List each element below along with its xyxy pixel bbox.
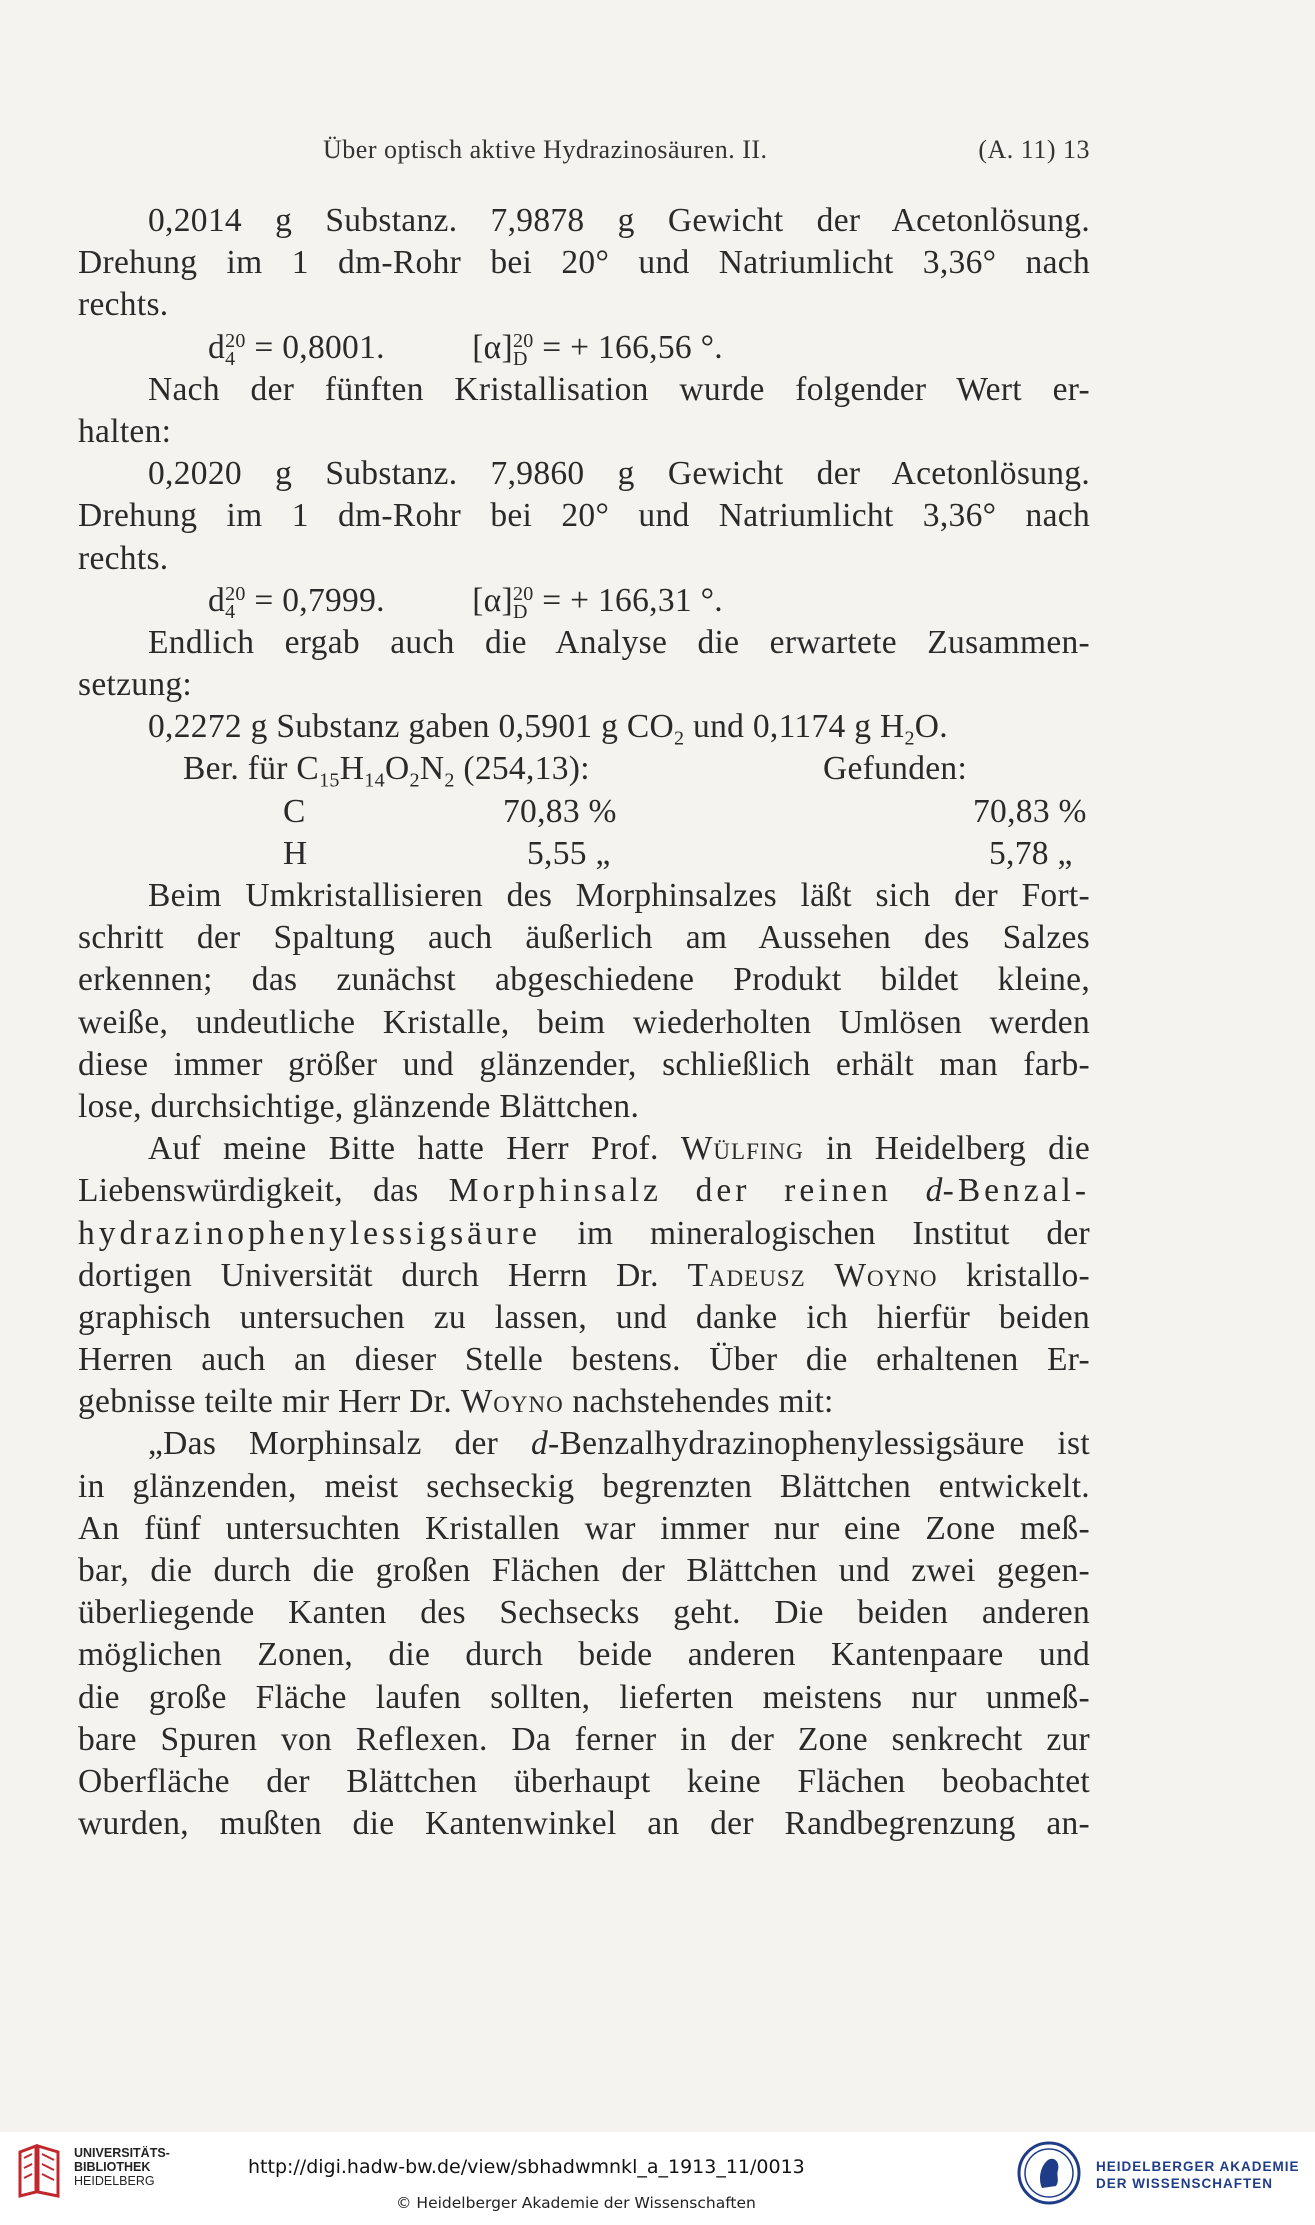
text-line: bare Spuren von Reflexen. Da ferner in der Zone senkrecht zur xyxy=(78,1720,1090,1758)
text-line xyxy=(78,1170,1090,1212)
page-reference: (A. 11) 13 xyxy=(978,135,1090,164)
formula-text: O xyxy=(384,750,410,788)
library-name-line: UNIVERSITÄTS- xyxy=(74,2146,170,2160)
text-line: bar, die durch die großen Flächen der Blättchen und zwei gegen- xyxy=(78,1552,1090,1589)
text-line: weiße, undeutliche Kristalle, beim wiederholten Umlösen werden xyxy=(78,1003,1090,1041)
text-run: Liebenswürdigkeit, das xyxy=(78,1172,449,1210)
text-line: Drehung im 1 dm-Rohr bei 20° und Natriumlicht 3,36° nach xyxy=(78,244,1090,282)
found-cell: 70,83 % xyxy=(973,792,1087,830)
formula-value: = 0,7999. xyxy=(245,581,385,619)
text-line: halten: xyxy=(78,412,172,450)
person-name: Tadeusz Woyno xyxy=(687,1256,938,1294)
text-line: Drehung im 1 dm-Rohr bei 20° und Natriumlicht 3,36° nach xyxy=(78,497,1090,535)
text-line: Endlich ergab auch die Analyse die erwartete Zusammen- xyxy=(148,623,1090,661)
university-library-name xyxy=(74,2146,170,2188)
analysis-line xyxy=(78,706,1090,748)
text-run: -Benzalhydrazinophenylessigsäure ist xyxy=(548,1425,1090,1463)
formula-line xyxy=(78,327,1090,369)
header-title: Über optisch aktive Hydrazinosäuren. II. xyxy=(323,135,768,164)
formula-value: = + 166,56 °. xyxy=(533,328,723,366)
spaced-text: hydrazinophenylessigsäure xyxy=(78,1214,541,1252)
text-run: in Heidelberg die xyxy=(803,1130,1090,1168)
text-line: rechts. xyxy=(78,539,169,577)
person-name: Wülfing xyxy=(680,1130,804,1168)
formula-value: = 0,8001. xyxy=(245,328,385,366)
text-line xyxy=(78,1213,1090,1255)
element-cell: C xyxy=(283,792,306,830)
italic-text: d xyxy=(925,1172,943,1210)
formula-text: (254,13): xyxy=(454,750,590,788)
calculated-cell: 5,55 „ xyxy=(527,834,611,872)
formula-sup: 20 xyxy=(512,583,534,605)
table-row xyxy=(78,833,1090,875)
analysis-table-header xyxy=(78,748,1090,793)
formula-sup: 20 xyxy=(225,329,246,352)
text-line: erkennen; das zunächst abgeschiedene Produkt bildet kleine, xyxy=(78,961,1090,999)
text-line: Beim Umkristallisieren des Morphinsalzes läßt sich der Fort- xyxy=(148,877,1090,914)
formula-sup: 20 xyxy=(512,329,534,352)
digitization-footer xyxy=(0,2132,1315,2225)
text-run: nachstehendes mit: xyxy=(563,1383,834,1421)
calculated-formula xyxy=(78,748,823,793)
text-line: rechts. xyxy=(78,286,169,324)
library-name-line: HEIDELBERG xyxy=(74,2174,155,2188)
text-line: graphisch untersuchen zu lassen, und danke ich hierfür beiden xyxy=(78,1298,1090,1336)
text-run: gebnisse teilte mir Herr Dr. xyxy=(78,1383,461,1421)
text-line xyxy=(78,1128,1090,1170)
italic-text: d xyxy=(530,1425,549,1463)
text-run: im mineralogischen Institut der xyxy=(540,1214,1090,1252)
formula-line xyxy=(78,580,1090,622)
text-line: Oberfläche der Blättchen überhaupt keine Flächen beobachtet xyxy=(78,1762,1090,1800)
subscript: 2 xyxy=(674,727,685,750)
text-line: 0,2014 g Substanz. 7,9878 g Gewicht der Acetonlösung. xyxy=(148,202,1090,239)
analysis-text: und 0,1174 g H xyxy=(684,708,905,746)
academy-name-line: HEIDELBERGER AKADEMIE xyxy=(1096,2159,1300,2174)
permalink-url[interactable]: http://digi.hadw-bw.de/view/sbhadwmnkl_a_1913_11/0013 xyxy=(248,2156,805,2178)
text-line: Herren auch an dieser Stelle bestens. Über die erhaltenen Er- xyxy=(78,1341,1090,1379)
text-line: wurden, mußten die Kantenwinkel an der Randbegrenzung an- xyxy=(78,1805,1090,1843)
found-header: Gefunden: xyxy=(823,750,968,788)
formula-sub: D xyxy=(512,601,528,623)
text-line: in glänzenden, meist sechseckig begrenzten Blättchen entwickelt. xyxy=(78,1467,1090,1505)
formula-symbol: [α] xyxy=(472,581,513,619)
body-text xyxy=(78,200,1090,1845)
analysis-text: 0,2272 g Substanz gaben 0,5901 g CO xyxy=(148,708,674,746)
formula-sup: 20 xyxy=(225,583,246,605)
copyright-notice: © Heidelberger Akademie der Wissenschaften xyxy=(396,2194,756,2212)
text-line: möglichen Zonen, die durch beide anderen Kantenpaare und xyxy=(78,1636,1090,1674)
academy-name-line: DER WISSENSCHAFTEN xyxy=(1096,2176,1274,2191)
element-cell: H xyxy=(283,834,308,872)
library-name-line: BIBLIOTHEK xyxy=(74,2160,151,2174)
person-name: Woyno xyxy=(460,1383,564,1421)
text-line xyxy=(78,1381,1090,1423)
analysis-text: O. xyxy=(914,708,948,746)
formula-sub: 4 xyxy=(225,601,236,623)
subscript: 2 xyxy=(409,770,420,793)
subscript: 14 xyxy=(364,770,385,793)
formula-sub: 4 xyxy=(225,347,236,370)
subscript: 2 xyxy=(444,770,455,793)
table-row xyxy=(78,791,1090,833)
text-line xyxy=(78,1255,1090,1297)
formula-text: N xyxy=(419,750,445,788)
found-cell: 5,78 „ xyxy=(989,834,1073,872)
text-line xyxy=(78,1423,1090,1465)
text-line: An fünf untersuchten Kristallen war immer nur eine Zone meß- xyxy=(78,1509,1090,1547)
text-line: die große Fläche laufen sollten, lieferten meistens nur unmeß- xyxy=(78,1678,1090,1716)
formula-value: = + 166,31 °. xyxy=(533,581,723,619)
text-line: diese immer größer und glänzender, schließlich erhält man farb- xyxy=(78,1045,1090,1083)
university-library-logo xyxy=(14,2144,64,2198)
text-line: überliegende Kanten des Sechsecks geht. Die beiden anderen xyxy=(78,1594,1090,1632)
formula-sub: D xyxy=(512,347,528,370)
text-run: dortigen Universität durch Herrn Dr. xyxy=(78,1256,688,1294)
academy-seal-logo xyxy=(1016,2140,1082,2206)
text-line: setzung: xyxy=(78,666,193,704)
calculated-cell: 70,83 % xyxy=(503,792,617,830)
text-line: 0,2020 g Substanz. 7,9860 g Gewicht der Acetonlösung. xyxy=(148,455,1090,493)
text-run: „Das Morphinsalz der xyxy=(148,1425,531,1463)
text-line: Nach der fünften Kristallisation wurde folgender Wert er- xyxy=(148,370,1090,408)
formula-text: H xyxy=(339,750,365,788)
text-line: schritt der Spaltung auch äußerlich am Aussehen des Salzes xyxy=(78,919,1090,957)
formula-symbol: d xyxy=(208,581,226,619)
formula-symbol: d xyxy=(208,328,226,366)
text-run: kristallo- xyxy=(937,1256,1091,1294)
subscript: 2 xyxy=(904,727,915,750)
spaced-text: -Benzal- xyxy=(942,1172,1090,1210)
formula-symbol: [α] xyxy=(472,328,513,366)
formula-text: Ber. für C xyxy=(183,750,320,788)
subscript: 15 xyxy=(319,770,340,793)
academy-name xyxy=(1096,2158,1300,2192)
text-run: Auf meine Bitte hatte Herr Prof. xyxy=(148,1130,681,1168)
text-line: lose, durchsichtige, glänzende Blättchen. xyxy=(78,1087,640,1125)
spaced-text: Morphinsalz der reinen xyxy=(448,1172,926,1210)
